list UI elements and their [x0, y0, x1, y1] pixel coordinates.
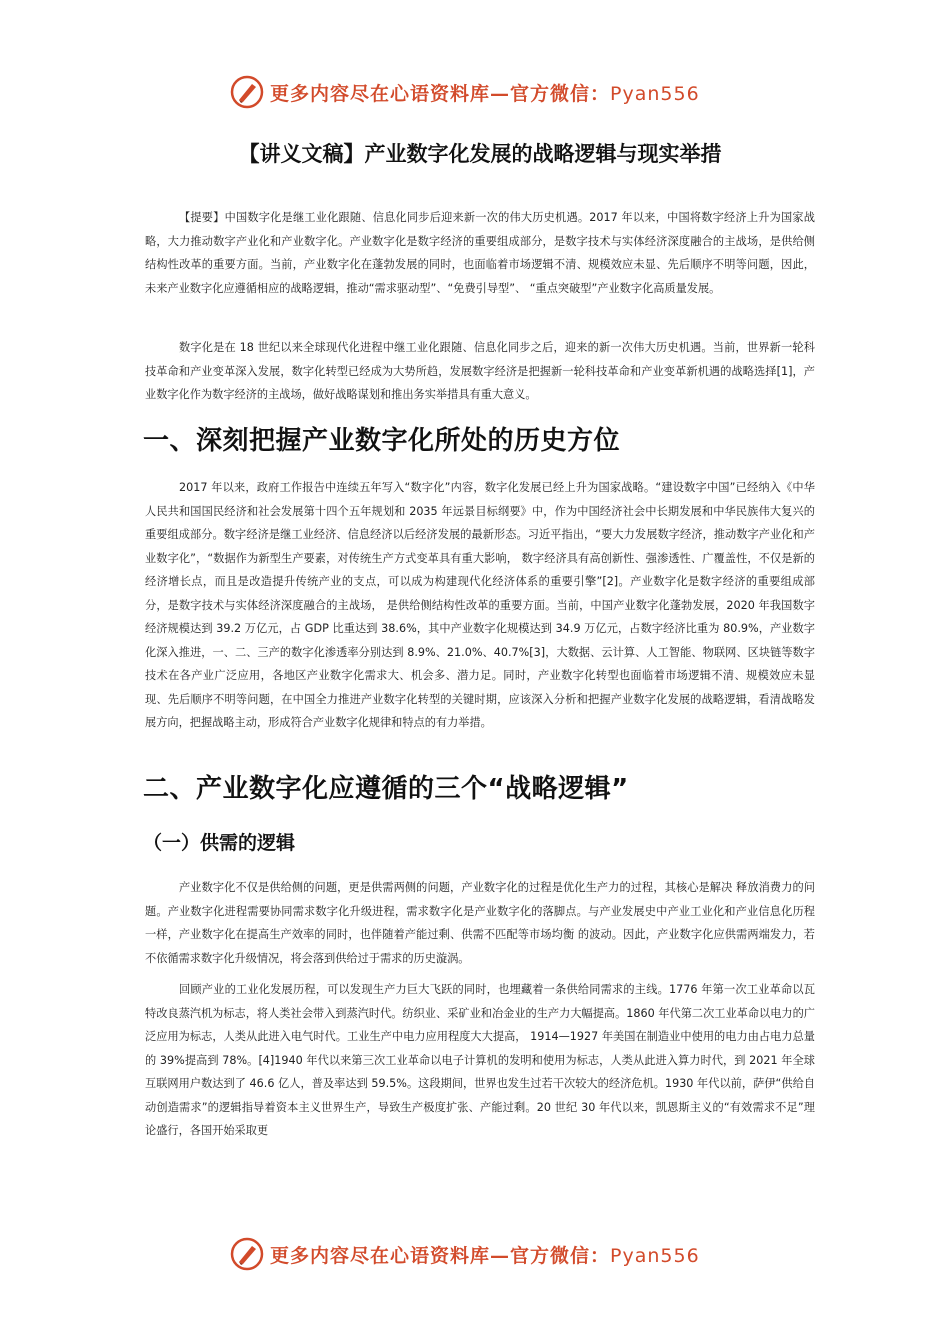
- abstract-paragraph: 【提要】中国数字化是继工业化跟随、信息化同步后迎来新一次的伟大历史机遇。2017 年以来，中国将数字经济上升为国家战略，大力推动数字产业化和产业数字化。产业数字化是数字经济的重要组成部分，是数字技术与实体经济深度融合的主战场，是供给侧结构性改革的重要方面。当前，产业数字化在蓬勃发展的同时，也面临着市场逻辑不清、规模效应未显、先后顺序不明等问题，因此，未来产业数字化应遵循相应的战略逻辑，推动“需求驱动型”、“免费引导型”、 “重点突破型”产业数字化高质量发展。: [145, 211, 815, 295]
- pen-logo-icon: [230, 75, 264, 109]
- banner-text: [270, 1241, 700, 1268]
- subsection-1-heading: （一）供需的逻辑: [143, 832, 296, 854]
- section-1-heading: 一、深刻把握产业数字化所处的历史方位: [143, 426, 621, 456]
- section-1-paragraph: 2017 年以来，政府工作报告中连续五年写入“数字化”内容，数字化发展已经上升为国家战略。“建设数字中国”已经纳入《中华人民共和国国民经济和社会发展第十四个五年规划和 2035 年远景目标纲要》中，作为中国经济社会中长期发展和中华民族伟大复兴的重要组成部分。数字经济是继工业经济、信息经济以后经济发展的最新形态。习近平指出，“要大力发展数字经济，推动数字产业化和产业数字化”，“数据作为新型生产要素，对传统生产方式变革具有重大影响， 数字经济具有高创新性、强渗透性、广覆盖性，不仅是新的经济增长点，而且是改造提升传统产业的支点，可以成为构建现代化经济体系的重要引擎”[2]。产业数字化是数字经济的重要组成部分，是数字技术与实体经济深度融合的主战场， 是供给侧结构性改革的重要方面。当前，中国产业数字化蓬勃发展，2020 年我国数字经济规模达到 39.2 万亿元，占 GDP 比重达到 38.6%，其中产业数字化规模达到 34.9 万亿元，占数字经济比重为 80.9%，产业数字化深入推进，一、二、三产的数字化渗透率分别达到 8.9%、21.0%、40.7%[3]，大数据、云计算、人工智能、物联网、区块链等数字技术在各产业广泛应用，各地区产业数字化需求大、机会多、潜力足。同时，产业数字化转型也面临着市场逻辑不清、规模效应未显现、先后顺序不明等问题，在中国全力推进产业数字化转型的关键时期，应该深入分析和把握产业数字化发展的战略逻辑，看清战略发展方向，把握战略主动，形成符合产业数字化规律和特点的有力举措。: [145, 481, 815, 729]
- wechat-handle: Pyan556: [610, 82, 700, 105]
- footer-banner[interactable]: [230, 1234, 750, 1274]
- supply-demand-paragraph-1: 产业数字化不仅是供给侧的问题，更是供需两侧的问题，产业数字化的过程是优化生产力的过程，其核心是解决 释放消费力的问题。产业数字化进程需要协同需求数字化升级进程，需求数字化是产业数字化的落脚点。与产业发展史中产业工业化和产业信息化历程一样，产业数字化在提高生产效率的同时，也伴随着产能过剩、供需不匹配等市场均衡 的波动。因此，产业数字化应供需两端发力，若不依循需求数字化升级情况，将会落到供给过于需求的历史漩涡。: [145, 881, 815, 965]
- intro-paragraph: 数字化是在 18 世纪以来全球现代化进程中继工业化跟随、信息化同步之后，迎来的新一次伟大历史机遇。当前，世界新一轮科技革命和产业变革深入发展，数字化转型已经成为大势所趋，发展数字经济是把握新一轮科技革命和产业变革新机遇的战略选择[1]，产业数字化作为数字经济的主战场，做好战略谋划和推出务实举措具有重大意义。: [145, 341, 815, 401]
- banner-label: 更多内容尽在心语资料库—官方微信：: [270, 1244, 611, 1267]
- pen-logo-icon: [230, 1237, 264, 1271]
- section-2-heading: 二、产业数字化应遵循的三个“战略逻辑”: [143, 774, 629, 804]
- banner-label: 更多内容尽在心语资料库—官方微信：: [270, 82, 611, 105]
- wechat-handle: Pyan556: [610, 1244, 700, 1267]
- banner-text: [270, 79, 700, 106]
- document-title: 【讲义文稿】产业数字化发展的战略逻辑与现实举措: [238, 142, 722, 166]
- header-banner[interactable]: [230, 72, 750, 112]
- supply-demand-paragraph-2: 回顾产业的工业化发展历程，可以发现生产力巨大飞跃的同时，也埋藏着一条供给同需求的主线。1776 年第一次工业革命以瓦特改良蒸汽机为标志，将人类社会带入到蒸汽时代。纺织业、采矿业和冶金业的生产力大幅提高。1860 年代第二次工业革命以电力的广泛应用为标志，人类从此进入电气时代。工业生产中电力应用程度大大提高， 1914—1927 年美国在制造业中使用的电力由占电力总量的 39%提高到 78%。[4]1940 年代以来第三次工业革命以电子计算机的发明和使用为标志，人类从此进入算力时代，到 2021 年全球互联网用户数达到了 46.6 亿人，普及率达到 59.5%。这段期间，世界也发生过若干次较大的经济危机。1930 年代以前，萨伊“供给自动创造需求”的逻辑指导着资本主义世界生产，导致生产极度扩张、产能过剩。20 世纪 30 年代以来，凯恩斯主义的“有效需求不足”理论盛行，各国开始采取更: [145, 983, 815, 1137]
